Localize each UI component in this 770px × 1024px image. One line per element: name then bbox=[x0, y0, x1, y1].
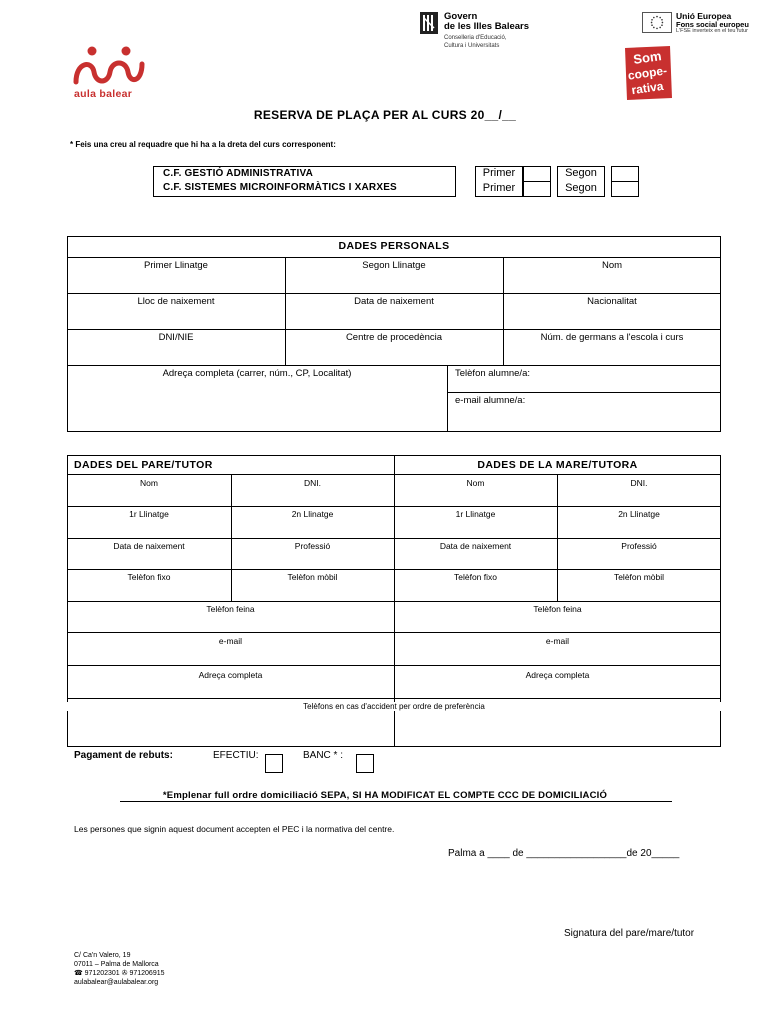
mother-profession-field[interactable]: Professió bbox=[621, 541, 657, 551]
father-mobile-field[interactable]: Telèfon mòbil bbox=[287, 572, 338, 582]
mother-mobile-field[interactable]: Telèfon mòbil bbox=[613, 572, 665, 582]
eu-fund: Fons social europeu bbox=[676, 20, 749, 29]
address-line: ☎ 971202301 ✇ 971206915 bbox=[74, 970, 165, 977]
course-1-second: Segon bbox=[565, 167, 597, 179]
student-phone-field[interactable]: Telèfon alumne/a: bbox=[455, 368, 530, 379]
divider bbox=[67, 569, 721, 570]
first-surname-field[interactable]: Primer Llinatge bbox=[144, 260, 208, 271]
eu-name: Unió Europea bbox=[676, 11, 732, 21]
divider bbox=[67, 665, 721, 666]
page-title: RESERVA DE PLAÇA PER AL CURS 20__/__ bbox=[253, 108, 517, 122]
cash-checkbox[interactable] bbox=[265, 754, 283, 773]
father-birthdate-field[interactable]: Data de naixement bbox=[113, 541, 185, 551]
divider bbox=[67, 601, 721, 602]
signature-label: Signatura del pare/mare/tutor bbox=[564, 928, 695, 939]
address-field[interactable]: Adreça completa (carrer, núm., CP, Localitat) bbox=[162, 368, 352, 379]
course-name-2: C.F. SISTEMES MICROINFORMÀTICS I XARXES bbox=[163, 182, 397, 193]
course-name-1: C.F. GESTIÓ ADMINISTRATIVA bbox=[163, 168, 314, 179]
divider bbox=[447, 365, 448, 432]
birthplace-field[interactable]: Lloc de naixement bbox=[137, 296, 215, 307]
father-email-field[interactable]: e-mail bbox=[218, 636, 243, 646]
divider bbox=[67, 329, 721, 330]
mother-address-field[interactable]: Adreça completa bbox=[525, 670, 590, 680]
divider bbox=[285, 257, 286, 365]
mother-landline-field[interactable]: Telèfon fixo bbox=[454, 572, 497, 582]
soco-line-3: rativa bbox=[630, 78, 665, 98]
mother-surname2-field[interactable]: 2n Llinatge bbox=[618, 509, 660, 519]
course-2-second-checkbox[interactable] bbox=[611, 181, 639, 197]
bank-checkbox[interactable] bbox=[356, 754, 374, 773]
divider bbox=[67, 474, 721, 475]
mother-email-field[interactable]: e-mail bbox=[545, 636, 570, 646]
eu-flag-icon bbox=[642, 12, 672, 33]
birthdate-field[interactable]: Data de naixement bbox=[354, 296, 434, 307]
aula-logo-text: aula balear bbox=[74, 88, 133, 100]
sepa-notice: *Emplenar full ordre domiciliació SEPA, SI HA MODIFICAT EL COMPTE CCC DE DOMICILIACIÓ bbox=[162, 790, 608, 801]
address-line: 07011 – Palma de Mallorca bbox=[74, 961, 159, 968]
school-address bbox=[74, 951, 165, 987]
mother-name-field[interactable]: Nom bbox=[466, 478, 485, 488]
father-profession-field[interactable]: Professió bbox=[294, 541, 331, 551]
siblings-field[interactable]: Núm. de germans a l'escola i curs bbox=[540, 332, 684, 343]
place-date-line[interactable]: Palma a ____ de __________________de 20_____ bbox=[448, 848, 680, 859]
father-data-title: DADES DEL PARE/TUTOR bbox=[74, 459, 213, 471]
govern-department: Conselleria d'Educació, Cultura i Universitats bbox=[444, 35, 507, 49]
personal-data-title: DADES PERSONALS bbox=[338, 240, 450, 252]
acceptance-text: Les persones que signin aquest document accepten el PEC i la normativa del centre. bbox=[74, 824, 395, 834]
mother-work-phone-field[interactable]: Telèfon feina bbox=[533, 604, 582, 614]
accident-phones-field[interactable]: Telèfons en cas d'accident per ordre de preferència bbox=[67, 702, 721, 711]
divider bbox=[67, 506, 721, 507]
payment-label: Pagament de rebuts: bbox=[74, 750, 173, 761]
mother-birthdate-field[interactable]: Data de naixement bbox=[439, 541, 512, 551]
student-email-field[interactable]: e-mail alumne/a: bbox=[455, 395, 526, 406]
dni-field[interactable]: DNI/NIE bbox=[158, 332, 194, 343]
divider bbox=[503, 257, 504, 365]
divider bbox=[67, 698, 721, 699]
course-1-first: Primer bbox=[482, 167, 516, 179]
father-work-phone-field[interactable]: Telèfon feina bbox=[206, 604, 255, 614]
mother-surname1-field[interactable]: 1r Llinatge bbox=[455, 509, 496, 519]
mother-data-title: DADES DE LA MARE/TUTORA bbox=[477, 459, 638, 471]
instruction-note: * Feis una creu al requadre que hi ha a la dreta del curs corresponent: bbox=[70, 140, 336, 149]
divider bbox=[447, 392, 721, 393]
course-2-first-checkbox[interactable] bbox=[523, 181, 551, 197]
course-1-second-checkbox[interactable] bbox=[611, 166, 639, 182]
som-cooperativa-logo bbox=[622, 44, 674, 102]
soco-line-2: coope- bbox=[626, 63, 668, 83]
cash-label: EFECTIU: bbox=[213, 750, 259, 761]
govern-emblem-icon bbox=[420, 12, 438, 34]
second-surname-field[interactable]: Segon Llinatge bbox=[362, 260, 426, 271]
mother-dni-field[interactable]: DNI. bbox=[630, 478, 648, 488]
nationality-field[interactable]: Nacionalitat bbox=[587, 296, 637, 307]
father-name-field[interactable]: Nom bbox=[140, 478, 158, 488]
father-address-field[interactable]: Adreça completa bbox=[198, 670, 263, 680]
divider bbox=[67, 538, 721, 539]
divider bbox=[67, 632, 721, 633]
eu-slogan: L'FSE inverteix en el teu futur bbox=[676, 28, 748, 34]
course-1-first-checkbox[interactable] bbox=[523, 166, 551, 182]
name-field[interactable]: Nom bbox=[601, 260, 623, 271]
course-2-first: Primer bbox=[482, 182, 516, 194]
address-line: aulabalear@aulabalear.org bbox=[74, 979, 159, 986]
father-landline-field[interactable]: Telèfon fixo bbox=[127, 572, 171, 582]
divider bbox=[67, 365, 721, 366]
divider bbox=[67, 293, 721, 294]
divider bbox=[67, 257, 721, 258]
address-line: C/ Ca'n Valero, 19 bbox=[74, 952, 131, 959]
bank-label: BANC * : bbox=[303, 750, 344, 761]
father-surname1-field[interactable]: 1r Llinatge bbox=[129, 509, 169, 519]
father-dni-field[interactable]: DNI. bbox=[304, 478, 321, 488]
father-surname2-field[interactable]: 2n Llinatge bbox=[291, 509, 334, 519]
govern-name: Govern de les Illes Balears bbox=[444, 11, 530, 32]
sepa-underline bbox=[120, 801, 672, 802]
origin-school-field[interactable]: Centre de procedència bbox=[345, 332, 443, 343]
soco-line-1: Som bbox=[632, 48, 663, 67]
course-2-second: Segon bbox=[565, 182, 597, 194]
